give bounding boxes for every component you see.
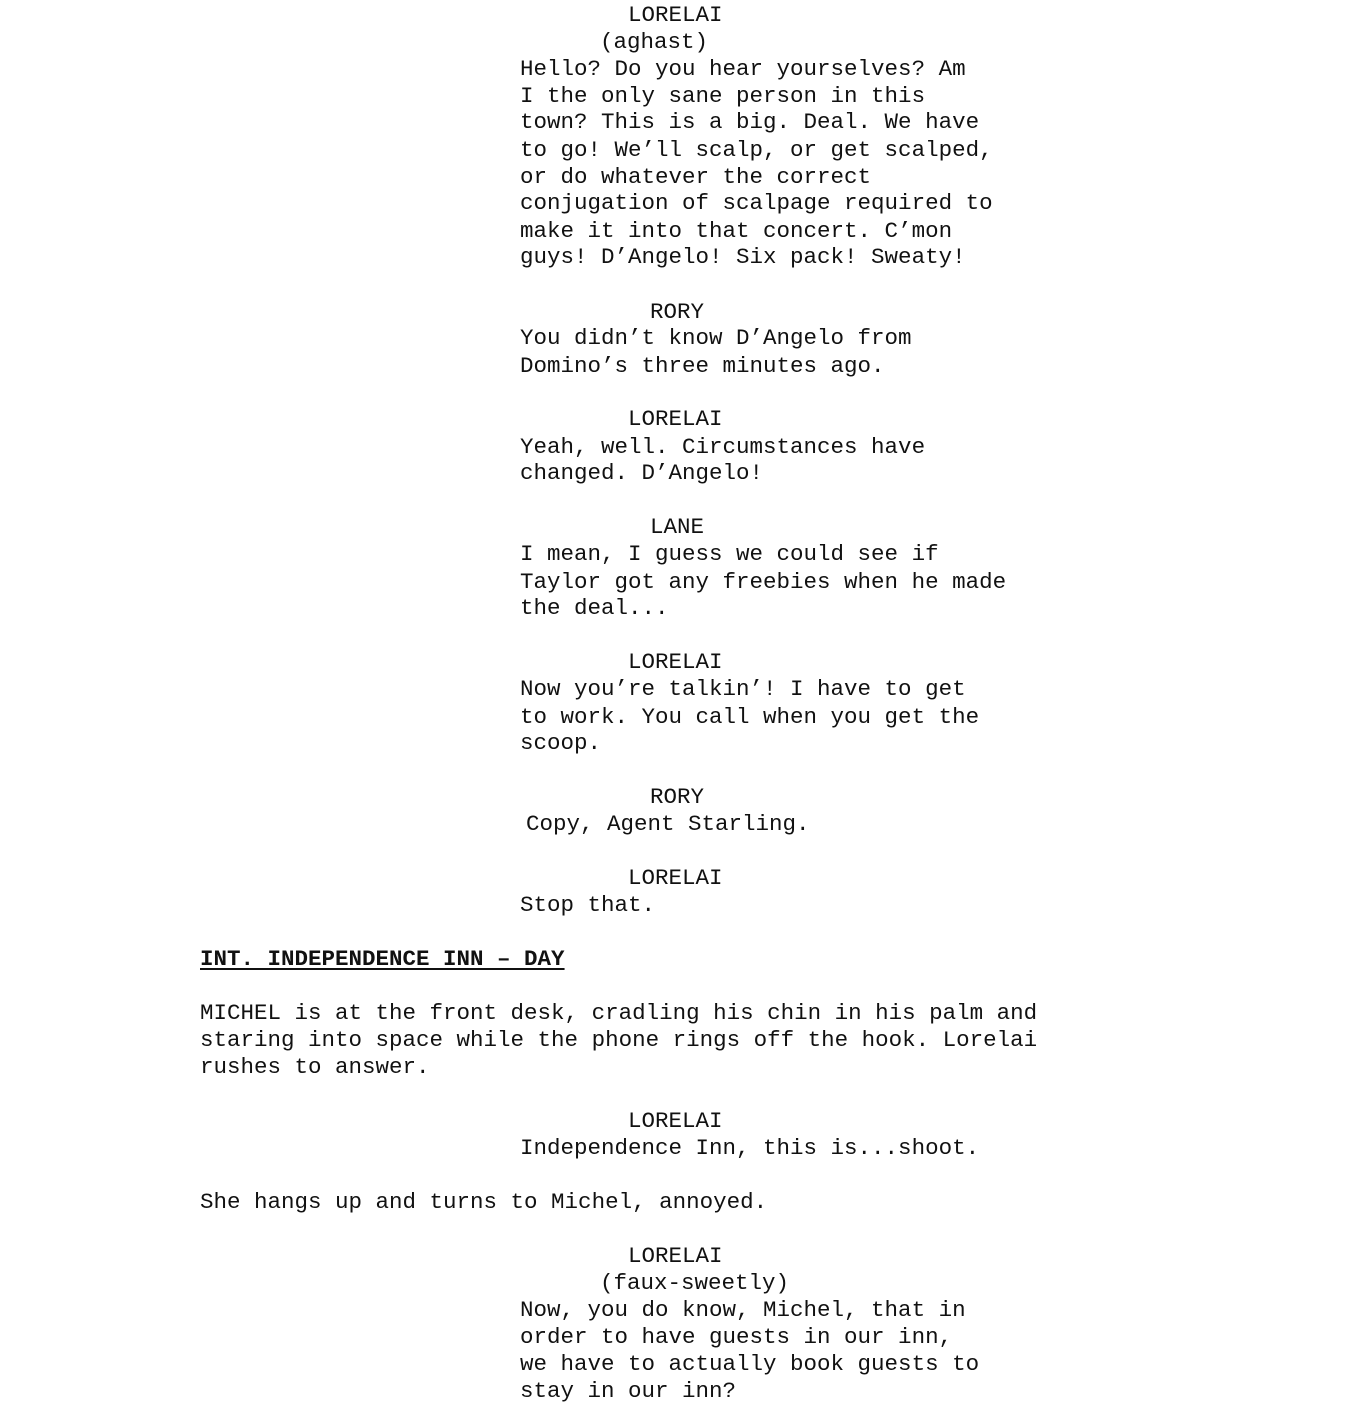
dialogue-line: order to have guests in our inn,: [520, 1324, 953, 1350]
scene-heading: INT. INDEPENDENCE INN – DAY: [200, 946, 565, 972]
character-name: LORELAI: [628, 649, 723, 675]
character-name: RORY: [650, 299, 705, 325]
dialogue-line: Stop that.: [520, 892, 656, 918]
dialogue-line: changed. D’Angelo!: [520, 460, 764, 486]
dialogue-line: I the only sane person in this: [520, 83, 926, 109]
character-name: LORELAI: [628, 2, 723, 28]
action-line: rushes to answer.: [200, 1054, 430, 1080]
character-name: LORELAI: [628, 1108, 723, 1134]
dialogue-line: Domino’s three minutes ago.: [520, 353, 885, 379]
dialogue-line: to go! We’ll scalp, or get scalped,: [520, 137, 993, 163]
dialogue-line: I mean, I guess we could see if: [520, 541, 939, 567]
dialogue-line: the deal...: [520, 595, 669, 621]
dialogue-line: You didn’t know D’Angelo from: [520, 325, 912, 351]
dialogue-line: guys! D’Angelo! Six pack! Sweaty!: [520, 244, 966, 270]
dialogue-line: town? This is a big. Deal. We have: [520, 109, 980, 135]
dialogue-line: Hello? Do you hear yourselves? Am: [520, 56, 966, 82]
action-line: MICHEL is at the front desk, cradling his chin in his palm and: [200, 1000, 1038, 1026]
dialogue-line: stay in our inn?: [520, 1378, 737, 1404]
character-name: LANE: [650, 514, 705, 540]
dialogue-line: Taylor got any freebies when he made: [520, 569, 1007, 595]
action-line: She hangs up and turns to Michel, annoyed.: [200, 1189, 768, 1215]
character-name: LORELAI: [628, 406, 723, 432]
character-name: LORELAI: [628, 1243, 723, 1269]
dialogue-line: or do whatever the correct: [520, 164, 872, 190]
dialogue-line: conjugation of scalpage required to: [520, 190, 993, 216]
dialogue-line: Now, you do know, Michel, that in: [520, 1297, 966, 1323]
dialogue-line: scoop.: [520, 730, 602, 756]
dialogue-line: to work. You call when you get the: [520, 704, 980, 730]
dialogue-line: we have to actually book guests to: [520, 1351, 980, 1377]
dialogue-line: make it into that concert. C’mon: [520, 218, 953, 244]
character-name: RORY: [650, 784, 705, 810]
dialogue-line: Copy, Agent Starling.: [526, 811, 810, 837]
dialogue-line: Independence Inn, this is...shoot.: [520, 1135, 980, 1161]
dialogue-line: Yeah, well. Circumstances have: [520, 434, 926, 460]
parenthetical: (aghast): [600, 29, 709, 55]
dialogue-line: Now you’re talkin’! I have to get: [520, 676, 966, 702]
action-line: staring into space while the phone rings off the hook. Lorelai: [200, 1027, 1038, 1053]
parenthetical: (faux-sweetly): [600, 1270, 790, 1296]
character-name: LORELAI: [628, 865, 723, 891]
